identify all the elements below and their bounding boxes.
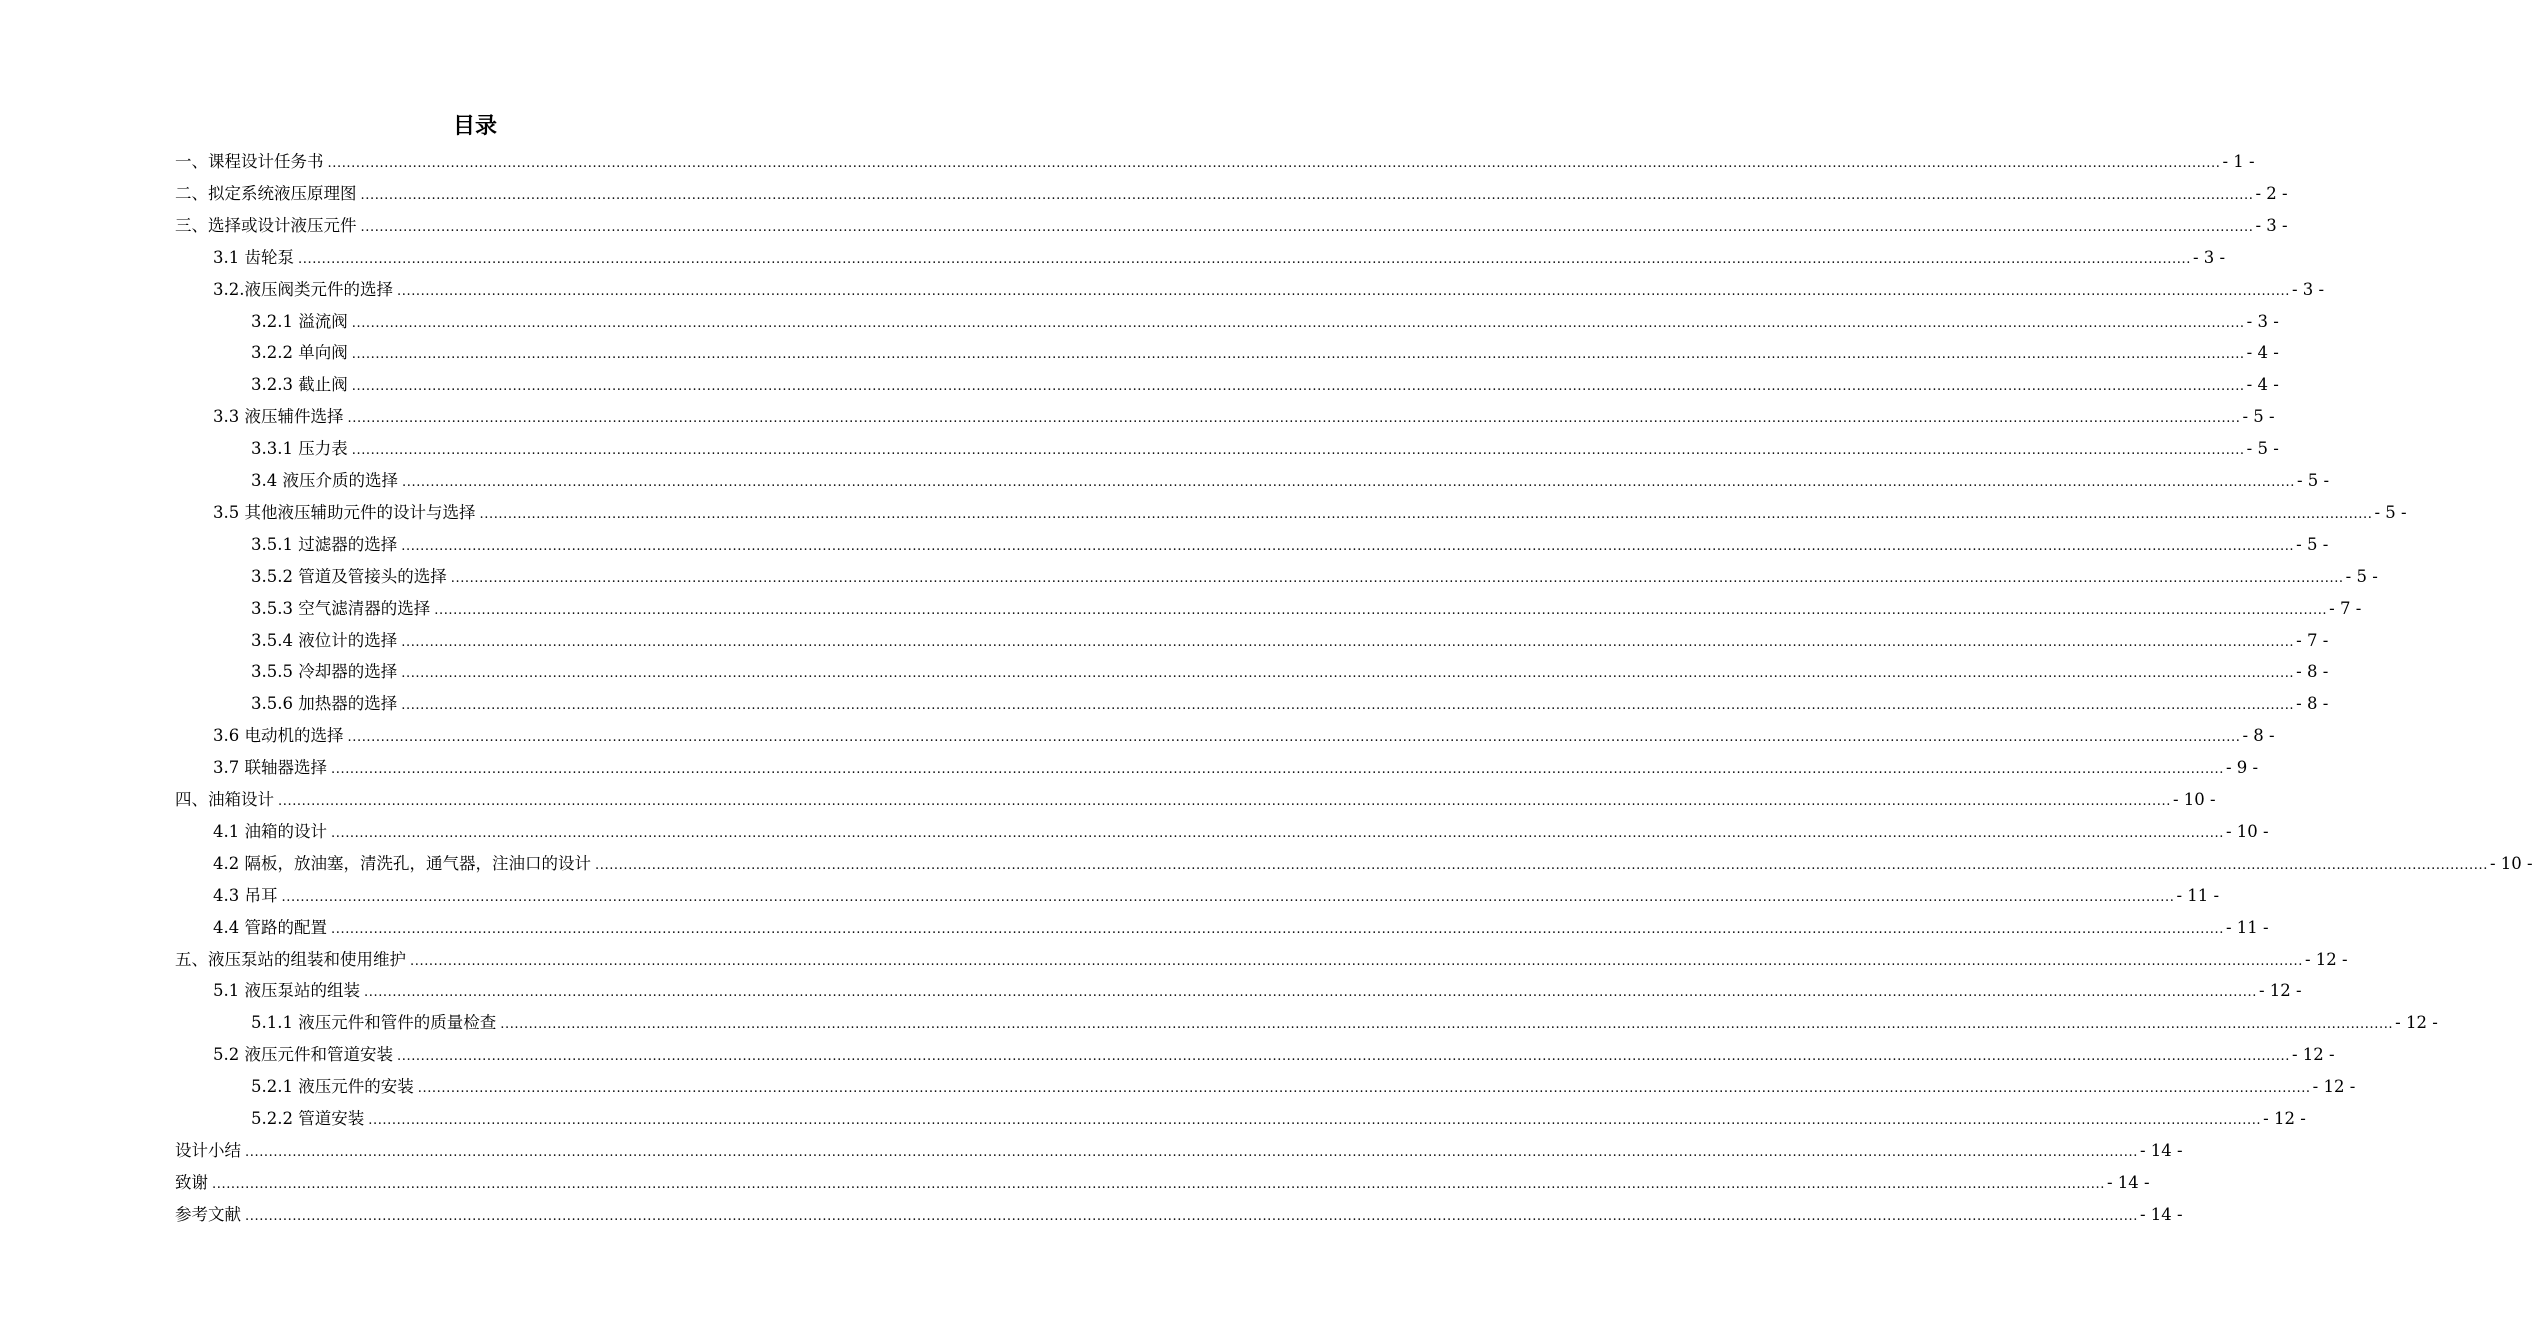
toc-entry-page-number: - 3 - xyxy=(2255,215,2288,235)
toc-entry-label: 4.4 管路的配置 xyxy=(213,917,327,937)
dot-leader: ................................................................................................................................................................................................................................................................................................................................................................................................................ xyxy=(368,1113,2262,1128)
dot-leader: ................................................................................................................................................................................................................................................................................................................................................................................................................ xyxy=(347,411,2241,427)
toc-entry-page-number: - 14 - xyxy=(2106,1172,2150,1192)
dot-leader: ................................................................................................................................................................................................................................................................................................................................................................................................................ xyxy=(595,857,2488,873)
toc-entry-label: 3.4 液压介质的选择 xyxy=(251,471,398,490)
toc-entry-page-number: - 1 - xyxy=(2222,152,2255,171)
toc-entry-label: 三、选择或设计液压元件 xyxy=(175,215,357,235)
dot-leader: ................................................................................................................................................................................................................................................................................................................................................................................................................ xyxy=(397,1049,2290,1065)
toc-entry-page-number: - 12 - xyxy=(2312,1077,2356,1097)
toc-entry xyxy=(213,852,2533,876)
toc-entry xyxy=(175,788,2216,812)
toc-entry xyxy=(213,820,2269,844)
toc-title: 目录 xyxy=(452,114,497,139)
toc-entry-label: 5.2.1 液压元件的安装 xyxy=(251,1077,414,1097)
dot-leader: ................................................................................................................................................................................................................................................................................................................................................................................................................ xyxy=(331,762,2224,778)
toc-entry-label: 3.5.1 过滤器的选择 xyxy=(251,534,398,554)
toc-entry xyxy=(251,1075,2356,1099)
toc-entry xyxy=(175,214,2288,238)
toc-entry-label: 4.2 隔板，放油塞，清洗孔，通气器，注油口的设计 xyxy=(213,853,591,873)
toc-entry-label: 3.5.6 加热器的选择 xyxy=(251,694,398,714)
dot-leader: ................................................................................................................................................................................................................................................................................................................................................................................................................ xyxy=(500,1017,2394,1033)
toc-entry-page-number: - 12 - xyxy=(2395,1013,2438,1033)
toc-entry-page-number: - 5 - xyxy=(2374,502,2407,522)
dot-leader: ................................................................................................................................................................................................................................................................................................................................................................................................................ xyxy=(347,730,2241,746)
dot-leader: ................................................................................................................................................................................................................................................................................................................................................................................................................ xyxy=(360,219,2254,235)
toc-entry-label: 3.3.1 压力表 xyxy=(251,439,348,459)
toc-entry-page-number: - 7 - xyxy=(2296,630,2329,650)
dot-leader: ................................................................................................................................................................................................................................................................................................................................................................................................................ xyxy=(327,156,2221,171)
toc-entry-page-number: - 10 - xyxy=(2172,790,2216,809)
dot-leader: ................................................................................................................................................................................................................................................................................................................................................................................................................ xyxy=(245,1144,2138,1160)
dot-leader: ................................................................................................................................................................................................................................................................................................................................................................................................................ xyxy=(401,698,2295,714)
toc-entry-label: 参考文献 xyxy=(175,1204,241,1224)
dot-leader: ................................................................................................................................................................................................................................................................................................................................................................................................................ xyxy=(245,1208,2138,1224)
toc-entry-label: 5.2.2 管道安装 xyxy=(251,1109,365,1128)
toc-entry-page-number: - 14 - xyxy=(2139,1204,2183,1224)
toc-entry-label: 3.5 其他液压辅助元件的设计与选择 xyxy=(213,502,476,522)
dot-leader: ................................................................................................................................................................................................................................................................................................................................................................................................................ xyxy=(360,187,2254,203)
toc-entry xyxy=(213,246,2226,270)
toc-entry-page-number: - 14 - xyxy=(2139,1140,2183,1160)
toc-entry xyxy=(251,1011,2438,1035)
toc-entry-page-number: - 3 - xyxy=(2192,247,2226,267)
toc-entry-page-number: - 5 - xyxy=(2242,407,2275,427)
toc-entry xyxy=(175,1203,2183,1227)
toc-entry-label: 4.1 油箱的设计 xyxy=(213,821,327,841)
toc-entry-label: 3.2.1 溢流阀 xyxy=(251,311,348,331)
dot-leader: ................................................................................................................................................................................................................................................................................................................................................................................................................ xyxy=(351,443,2245,459)
toc-entry-page-number: - 12 - xyxy=(2263,1109,2306,1128)
toc-entry-page-number: - 10 - xyxy=(2489,853,2533,873)
toc-entry-label: 3.3 液压辅件选择 xyxy=(213,407,344,427)
toc-entry-label: 3.1 齿轮泵 xyxy=(213,247,294,267)
toc-entry-page-number: - 5 - xyxy=(2296,534,2329,554)
toc-entry-label: 3.2.液压阀类元件的选择 xyxy=(213,279,393,299)
toc-entry-page-number: - 7 - xyxy=(2329,598,2362,618)
toc-entry-page-number: - 4 - xyxy=(2246,375,2279,395)
dot-leader: ................................................................................................................................................................................................................................................................................................................................................................................................................ xyxy=(351,379,2245,395)
dot-leader: ................................................................................................................................................................................................................................................................................................................................................................................................................ xyxy=(401,634,2295,650)
toc-entry xyxy=(251,565,2378,589)
toc-entry xyxy=(251,692,2329,716)
toc-entry xyxy=(251,469,2330,493)
dot-leader: ................................................................................................................................................................................................................................................................................................................................................................................................................ xyxy=(402,475,2295,490)
toc-entry-page-number: - 8 - xyxy=(2296,662,2329,682)
toc-entry xyxy=(175,1139,2183,1163)
dot-leader: ................................................................................................................................................................................................................................................................................................................................................................................................................ xyxy=(410,953,2303,969)
toc-entry-page-number: - 4 - xyxy=(2246,343,2279,363)
toc-entry-page-number: - 10 - xyxy=(2225,821,2269,841)
dot-leader: ................................................................................................................................................................................................................................................................................................................................................................................................................ xyxy=(401,538,2295,554)
toc-entry xyxy=(251,373,2279,397)
toc-entry xyxy=(251,1107,2306,1131)
toc-entry-label: 5.1 液压泵站的组装 xyxy=(213,981,360,1001)
toc-entry-page-number: - 11 - xyxy=(2225,917,2269,937)
dot-leader: ................................................................................................................................................................................................................................................................................................................................................................................................................ xyxy=(212,1176,2105,1192)
toc-entry xyxy=(213,884,2220,908)
toc-entry-page-number: - 12 - xyxy=(2291,1045,2335,1065)
dot-leader: ................................................................................................................................................................................................................................................................................................................................................................................................................ xyxy=(479,506,2373,522)
toc-entry-label: 3.2.2 单向阀 xyxy=(251,343,348,363)
toc-entry-label: 4.3 吊耳 xyxy=(213,885,278,905)
toc-entry-label: 二、拟定系统液压原理图 xyxy=(175,183,357,203)
toc-entry-page-number: - 9 - xyxy=(2225,758,2259,778)
toc-entry-label: 5.2 液压元件和管道安装 xyxy=(213,1045,393,1065)
toc-entry-page-number: - 2 - xyxy=(2255,183,2288,203)
dot-leader: ................................................................................................................................................................................................................................................................................................................................................................................................................ xyxy=(434,602,2328,618)
dot-leader: ................................................................................................................................................................................................................................................................................................................................................................................................................ xyxy=(364,985,2257,1001)
dot-leader: ................................................................................................................................................................................................................................................................................................................................................................................................................ xyxy=(351,315,2245,331)
toc-entry-label: 3.5.2 管道及管接头的选择 xyxy=(251,566,447,586)
toc-entry xyxy=(213,501,2407,525)
toc-entry xyxy=(175,948,2348,972)
dot-leader: ................................................................................................................................................................................................................................................................................................................................................................................................................ xyxy=(351,347,2245,363)
toc-entry-page-number: - 11 - xyxy=(2176,885,2220,905)
dot-leader: ................................................................................................................................................................................................................................................................................................................................................................................................................ xyxy=(278,794,2171,809)
toc-entry-label: 3.6 电动机的选择 xyxy=(213,726,344,746)
dot-leader: ................................................................................................................................................................................................................................................................................................................................................................................................................ xyxy=(331,825,2224,841)
dot-leader: ................................................................................................................................................................................................................................................................................................................................................................................................................ xyxy=(450,570,2344,586)
toc-entry xyxy=(213,979,2302,1003)
dot-leader: ................................................................................................................................................................................................................................................................................................................................................................................................................ xyxy=(397,283,2290,299)
toc-entry-label: 设计小结 xyxy=(175,1140,241,1160)
toc-entry xyxy=(213,405,2275,429)
toc-entry xyxy=(213,916,2269,940)
toc-entry xyxy=(213,278,2325,302)
toc-entry xyxy=(213,1043,2335,1067)
toc-entry-label: 3.7 联轴器选择 xyxy=(213,758,327,778)
toc-entry xyxy=(251,437,2279,461)
toc-entry-page-number: - 3 - xyxy=(2246,311,2279,331)
toc-entry-label: 一、课程设计任务书 xyxy=(175,152,324,171)
toc-entry xyxy=(175,1171,2150,1195)
toc-entry-page-number: - 3 - xyxy=(2291,279,2325,299)
toc-entry xyxy=(175,182,2288,206)
toc-entry-page-number: - 8 - xyxy=(2296,694,2329,714)
toc-entry xyxy=(213,724,2275,748)
toc-entry-label: 五、液压泵站的组装和使用维护 xyxy=(175,949,406,969)
toc-entry xyxy=(175,150,2255,174)
toc-entry-page-number: - 5 - xyxy=(2345,566,2378,586)
toc-entry-page-number: - 12 - xyxy=(2304,949,2348,969)
toc-entry-label: 四、油箱设计 xyxy=(175,790,274,809)
toc-entry-page-number: - 5 - xyxy=(2296,471,2330,490)
dot-leader: ................................................................................................................................................................................................................................................................................................................................................................................................................ xyxy=(331,921,2224,937)
toc-entry xyxy=(251,660,2329,684)
dot-leader: ................................................................................................................................................................................................................................................................................................................................................................................................................ xyxy=(281,889,2175,905)
toc-entry-label: 致谢 xyxy=(175,1172,208,1192)
toc-entry xyxy=(251,341,2279,365)
toc-entry xyxy=(251,597,2362,621)
dot-leader: ................................................................................................................................................................................................................................................................................................................................................................................................................ xyxy=(401,666,2295,682)
toc-entry-page-number: - 12 - xyxy=(2258,981,2302,1001)
dot-leader: ................................................................................................................................................................................................................................................................................................................................................................................................................ xyxy=(298,251,2191,267)
toc-entry-label: 3.2.3 截止阀 xyxy=(251,375,348,395)
toc-entry-page-number: - 8 - xyxy=(2242,726,2275,746)
toc-entry-label: 5.1.1 液压元件和管件的质量检查 xyxy=(251,1013,497,1033)
toc-entry xyxy=(251,310,2279,334)
toc-entry xyxy=(213,756,2259,780)
toc-entry xyxy=(251,533,2329,557)
dot-leader: ................................................................................................................................................................................................................................................................................................................................................................................................................ xyxy=(417,1081,2311,1097)
toc-entry-label: 3.5.3 空气滤清器的选择 xyxy=(251,598,431,618)
toc-entry-label: 3.5.4 液位计的选择 xyxy=(251,630,398,650)
toc-entry xyxy=(251,629,2329,653)
toc-entry-page-number: - 5 - xyxy=(2246,439,2279,459)
toc-entry-label: 3.5.5 冷却器的选择 xyxy=(251,662,398,682)
